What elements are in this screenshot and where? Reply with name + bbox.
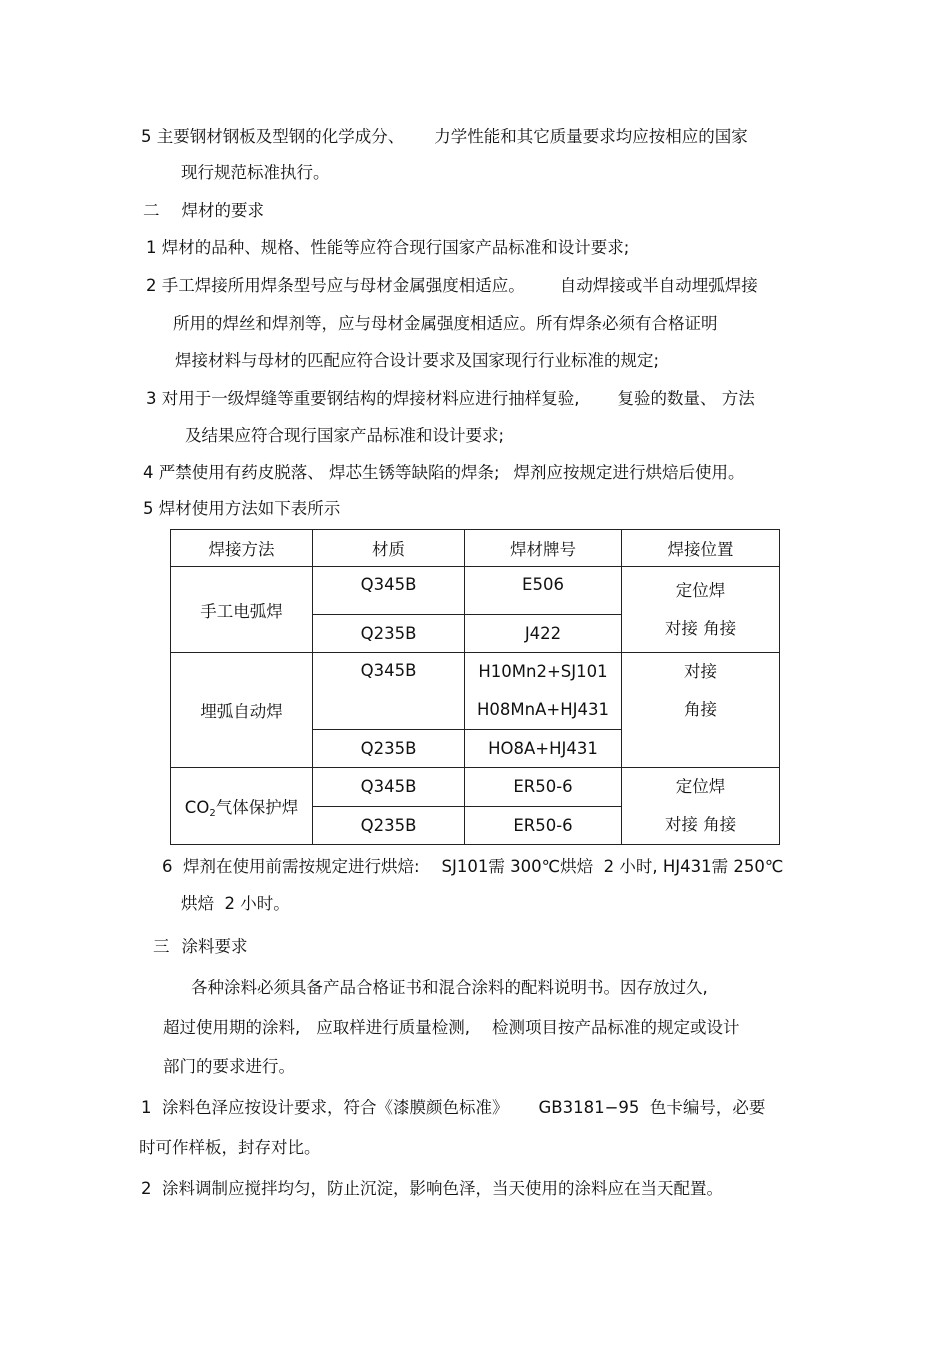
paragraph-line: 及结果应符合现行国家产品标准和设计要求; [185,426,505,445]
weld-method-cell: 埋弧自动焊 [171,653,313,768]
table-header-cell: 焊接位置 [622,530,780,567]
paragraph-line: 5 主要钢材钢板及型钢的化学成分、 力学性能和其它质量要求均应按相应的国家 [141,127,748,146]
table-header-row [171,530,780,567]
brand-cell: ER50-6 [465,768,622,807]
table-row [171,653,780,730]
weld-position-cell: 定位焊 对接 角接 [622,567,780,653]
material-cell: Q235B [313,730,465,768]
table-header-cell: 焊接方法 [171,530,313,567]
brand-cell: HO8A+HJ431 [465,730,622,768]
weld-method-cell: 手工电弧焊 [171,567,313,653]
paragraph-line: 所用的焊丝和焊剂等，应与母材金属强度相适应。所有焊条必须有合格证明 [173,314,718,333]
section-heading: 三 涂料要求 [153,937,248,956]
material-cell: Q345B [313,567,465,615]
paragraph-line: 部门的要求进行。 [163,1057,295,1076]
material-cell: Q235B [313,615,465,653]
brand-cell: J422 [465,615,622,653]
material-cell: Q235B [313,806,465,845]
table-row [171,567,780,615]
paragraph-line: 5 焊材使用方法如下表所示 [143,499,341,518]
paragraph-line: 2 手工焊接所用焊条型号应与母材金属强度相适应。 自动焊接或半自动埋弧焊接 [146,276,758,295]
section-heading: 二 焊材的要求 [143,201,264,220]
paragraph-line: 超过使用期的涂料, 应取样进行质量检测, 检测项目按产品标准的规定或设计 [163,1018,740,1037]
paragraph-line: 6 焊剂在使用前需按规定进行烘焙: SJ101需 300℃烘焙 2 小时, HJ431需 250℃ [162,857,784,876]
paragraph-line: 时可作样板，封存对比。 [139,1138,321,1157]
paragraph-line: 2 涂料调制应搅拌均匀，防止沉淀，影响色泽，当天使用的涂料应在当天配置。 [141,1179,723,1198]
paragraph-line: 现行规范标准执行。 [181,163,330,182]
paragraph-line: 烘焙 2 小时。 [181,894,290,913]
brand-cell: E506 [465,567,622,615]
paragraph-line: 1 涂料色泽应按设计要求，符合《漆膜颜色标准》 GB3181−95 色卡编号，必要 [141,1098,766,1117]
table-header-cell: 材质 [313,530,465,567]
paragraph-line: 各种涂料必须具备产品合格证书和混合涂料的配料说明书。因存放过久, [191,978,708,997]
table-row [171,768,780,807]
table-header-cell: 焊材牌号 [465,530,622,567]
paragraph-line: 焊接材料与母材的匹配应符合设计要求及国家现行行业标准的规定; [175,351,660,370]
brand-cell: ER50-6 [465,806,622,845]
brand-cell: H10Mn2+SJ101 H08MnA+HJ431 [465,653,622,730]
material-cell: Q345B [313,768,465,807]
welding-material-table [170,529,780,845]
paragraph-line: 4 严禁使用有药皮脱落、 焊芯生锈等缺陷的焊条; 焊剂应按规定进行烘焙后使用。 [143,463,745,482]
material-cell: Q345B [313,653,465,730]
weld-position-cell: 定位焊 对接 角接 [622,768,780,845]
paragraph-line: 1 焊材的品种、规格、性能等应符合现行国家产品标准和设计要求; [146,238,630,257]
weld-position-cell: 对接 角接 [622,653,780,768]
paragraph-line: 3 对用于一级焊缝等重要钢结构的焊接材料应进行抽样复验, 复验的数量、 方法 [146,389,755,408]
weld-method-cell: $CO_2$气体保护焊 [171,768,313,845]
